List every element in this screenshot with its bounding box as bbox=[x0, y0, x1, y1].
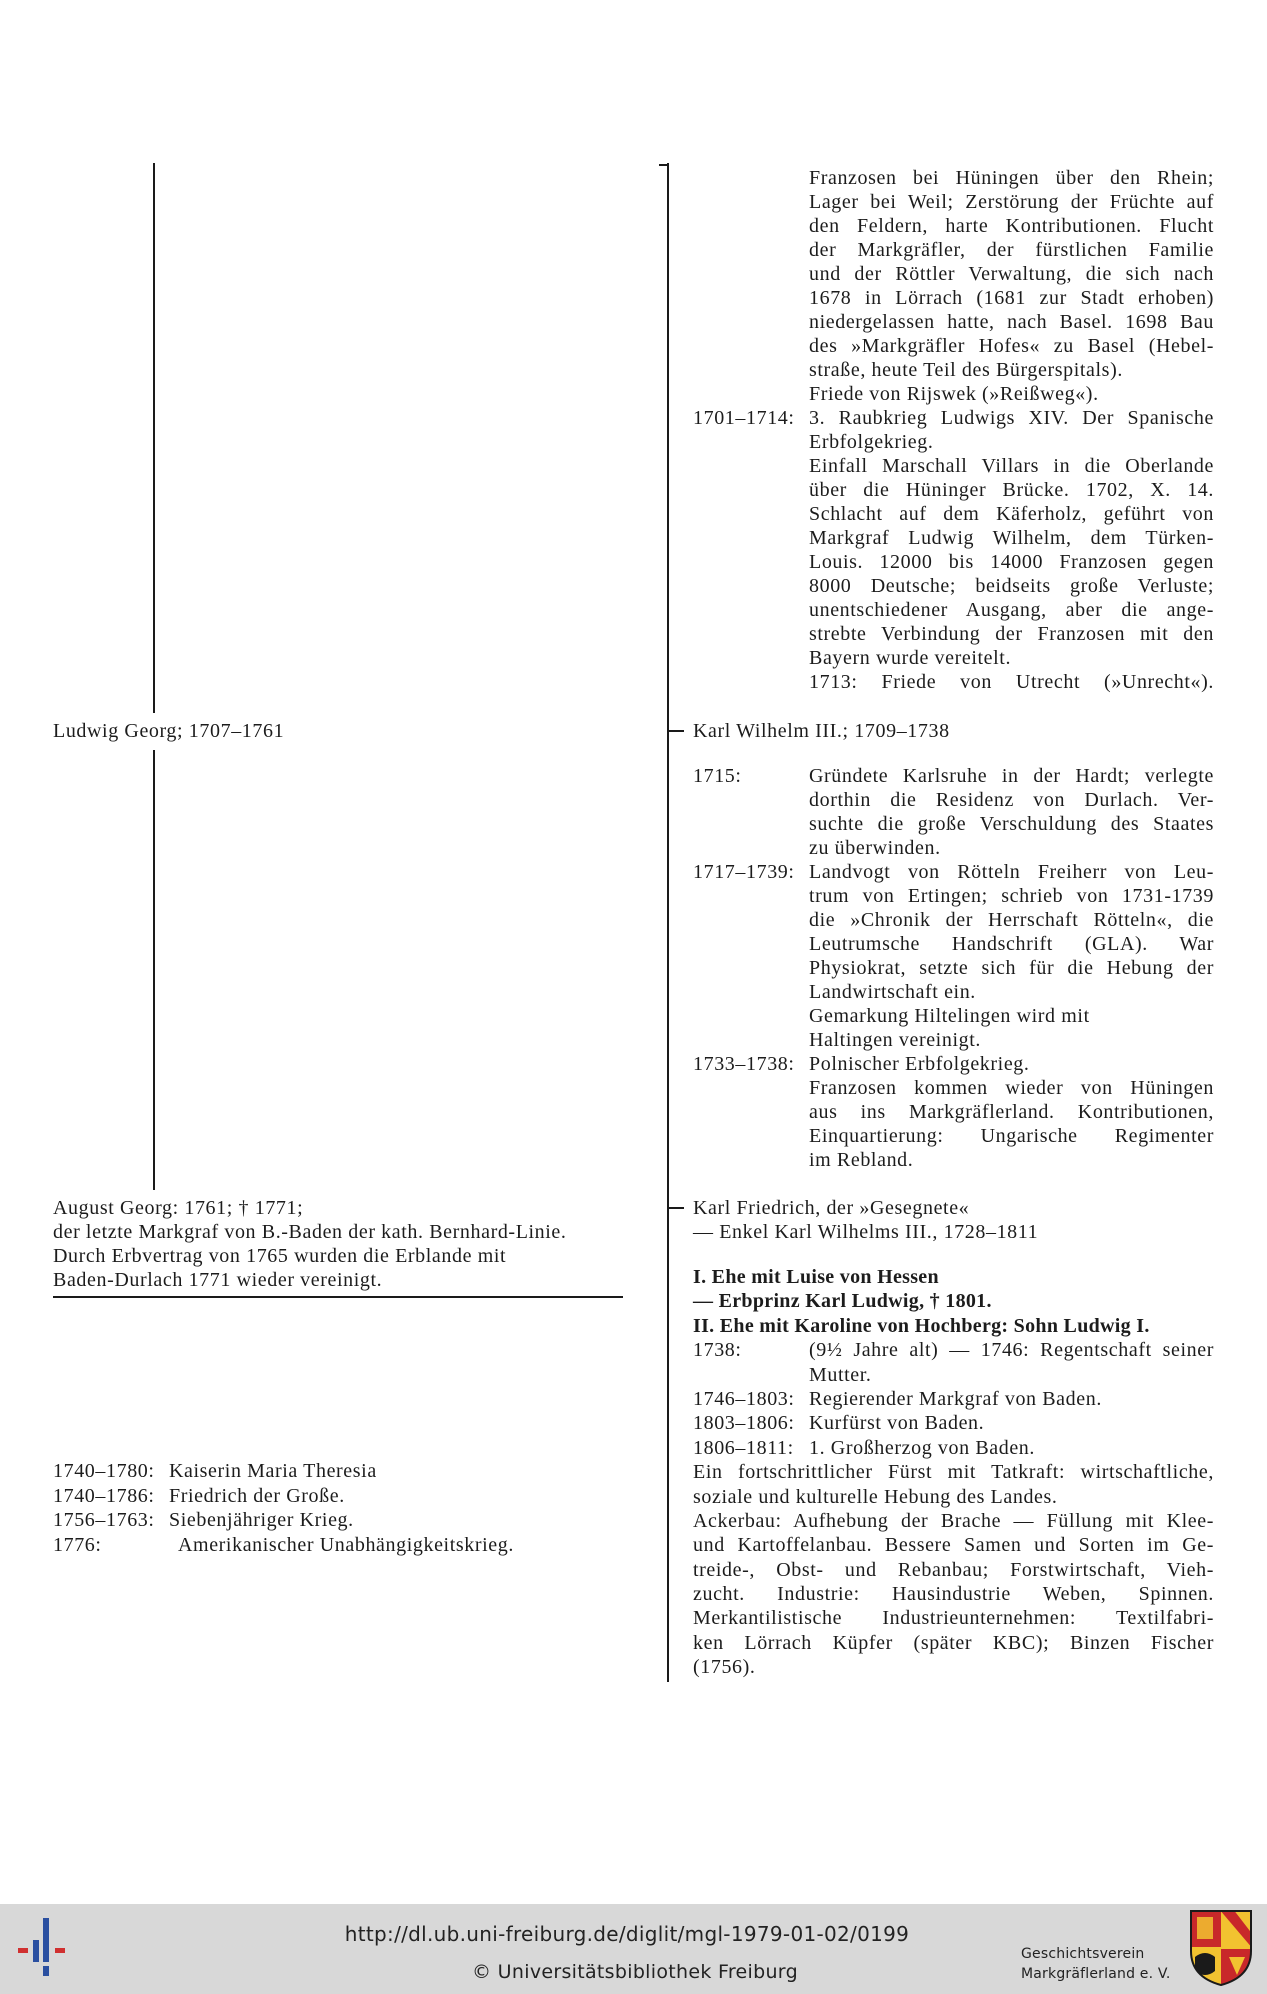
entry-row bbox=[693, 598, 1214, 622]
entry-row bbox=[693, 836, 1214, 860]
world-events-list bbox=[53, 1459, 598, 1557]
entry-row bbox=[693, 860, 1214, 884]
right-lineage-line bbox=[667, 163, 669, 1682]
date-label: 1733–1738: bbox=[693, 1053, 795, 1075]
entry-text-line: Schlacht auf dem Käferholz, geführt von bbox=[809, 503, 1214, 525]
marriage-line: II. Ehe mit Karoline von Hochberg: Sohn Ludwig I. bbox=[693, 1314, 1150, 1337]
entry-row bbox=[693, 334, 1214, 358]
entry-row bbox=[693, 1411, 1214, 1435]
entry-text-line: Kurfürst von Baden. bbox=[809, 1412, 985, 1435]
entry-text-line: im Rebland. bbox=[809, 1149, 914, 1171]
entry-row bbox=[693, 956, 1214, 980]
entry-text-line: aus ins Markgräflerland. Kontributionen, bbox=[809, 1101, 1214, 1123]
entry-text-line: den Feldern, harte Kontributionen. Flucht bbox=[809, 215, 1214, 237]
agriculture-line: zucht. Industrie: Hausindustrie Weben, Spinnen. bbox=[693, 1583, 1214, 1606]
lineage-tick-karl-wilhelm bbox=[668, 730, 684, 732]
entry-text-line: trum von Ertingen; schrieb von 1731-1739 bbox=[809, 885, 1214, 907]
ruler-name: Ludwig Georg; 1707–1761 bbox=[53, 720, 285, 742]
entry-text-line: strebte Verbindung der Franzosen mit den bbox=[809, 623, 1214, 645]
entry-row bbox=[693, 1028, 1214, 1052]
entry-row bbox=[693, 1052, 1214, 1076]
text-line: — Enkel Karl Wilhelms III., 1728–1811 bbox=[693, 1221, 1039, 1243]
entry-text-line: Lager bei Weil; Zerstörung der Früchte auf bbox=[809, 191, 1214, 213]
entry-row bbox=[693, 190, 1214, 214]
entry-row bbox=[693, 1076, 1214, 1100]
wars-block bbox=[693, 166, 1214, 694]
document-url: http://dl.ub.uni-freiburg.de/diglit/mgl-1979-01-02/0199 bbox=[344, 1922, 910, 1946]
agriculture-line: Merkantilistische Industrieunternehmen: Textilfabri- bbox=[693, 1607, 1214, 1630]
ruler-name: August Georg: 1761; † 1771; bbox=[53, 1197, 304, 1219]
august-georg-block bbox=[53, 1196, 567, 1292]
entry-row bbox=[693, 932, 1214, 956]
entry-row bbox=[693, 406, 1214, 430]
entry-row bbox=[693, 286, 1214, 310]
date-label: 1740–1780: bbox=[53, 1460, 155, 1482]
entry-text-line: dorthin die Residenz von Durlach. Ver- bbox=[809, 789, 1214, 811]
entry-row bbox=[693, 980, 1214, 1004]
entry-text-line: zu überwinden. bbox=[809, 837, 941, 859]
date-label: 1740–1786: bbox=[53, 1484, 155, 1507]
entry-text-line: des »Markgräfler Hofes« zu Basel (Hebel- bbox=[809, 335, 1214, 357]
entry-row bbox=[693, 478, 1214, 502]
entry-row bbox=[693, 262, 1214, 286]
karl-friedrich-block bbox=[693, 1265, 1214, 1680]
entry-text-line: suchte die große Verschuldung des Staates bbox=[809, 813, 1214, 835]
entry-text-line: Mutter. bbox=[809, 1363, 872, 1386]
copyright-text: © Universitätsbibliothek Freiburg bbox=[472, 1961, 798, 1983]
entry-row bbox=[693, 166, 1214, 190]
agriculture-line: und Kartoffelanbau. Bessere Samen und Sorten im Ge- bbox=[693, 1534, 1214, 1557]
marriage-line: I. Ehe mit Luise von Hessen bbox=[693, 1266, 939, 1288]
event-text: Amerikanischer Unabhängigkeitskrieg. bbox=[178, 1533, 514, 1556]
date-label: 1738: bbox=[693, 1339, 742, 1362]
entry-row bbox=[693, 1004, 1214, 1028]
date-label: 1701–1714: bbox=[693, 407, 795, 429]
entry-row bbox=[693, 1100, 1214, 1124]
event-text: Siebenjähriger Krieg. bbox=[169, 1509, 354, 1532]
entry-text-line: Regierender Markgraf von Baden. bbox=[809, 1387, 1102, 1410]
entry-row bbox=[693, 1338, 1214, 1362]
footer-bar bbox=[0, 1904, 1267, 1994]
entry-text-line: Einquartierung: Ungarische Regimenter bbox=[809, 1125, 1214, 1147]
entry-text-line: unentschiedener Ausgang, aber die ange- bbox=[809, 599, 1214, 621]
entry-row bbox=[693, 1436, 1214, 1460]
karl-friedrich-heading bbox=[693, 1196, 1038, 1244]
entry-text-line: Landwirtschaft ein. bbox=[809, 981, 976, 1003]
entry-row bbox=[693, 908, 1214, 932]
date-label: 1715: bbox=[693, 765, 742, 787]
entry-text-line: (9½ Jahre alt) — 1746: Regentschaft seiner bbox=[809, 1339, 1214, 1362]
entry-row bbox=[693, 1363, 1214, 1387]
karl-wilhelm-heading bbox=[693, 719, 950, 743]
entry-row bbox=[693, 430, 1214, 454]
coat-of-arms-icon bbox=[1189, 1909, 1253, 1987]
entry-row bbox=[693, 812, 1214, 836]
entry-row bbox=[693, 574, 1214, 598]
line-end-rule bbox=[53, 1296, 623, 1298]
ruler-name: Karl Friedrich, der »Gesegnete« bbox=[693, 1197, 970, 1219]
entry-text-line: die »Chronik der Herrschaft Rötteln«, die bbox=[809, 909, 1214, 931]
date-label: 1756–1763: bbox=[53, 1509, 155, 1532]
summary-line: Ein fortschrittlicher Fürst mit Tatkraft: wirtschaftliche, bbox=[693, 1461, 1214, 1484]
date-label: 1717–1739: bbox=[693, 861, 795, 883]
entry-row bbox=[693, 214, 1214, 238]
list-item bbox=[53, 1533, 598, 1558]
ruler-name: Karl Wilhelm III.; 1709–1738 bbox=[693, 720, 950, 742]
entry-text-line: straße, heute Teil des Bürgerspitals). bbox=[809, 359, 1123, 381]
entry-text-line: 1. Großherzog von Baden. bbox=[809, 1436, 1036, 1459]
entry-text-line: Friede von Rijswek (»Reißweg«). bbox=[809, 383, 1099, 405]
entry-text-line: der Markgräfler, der fürstlichen Familie bbox=[809, 239, 1214, 261]
marriage-line: — Erbprinz Karl Ludwig, † 1801. bbox=[693, 1290, 992, 1313]
entry-text-line: Leutrumsche Handschrift (GLA). War bbox=[809, 933, 1214, 955]
text-line: der letzte Markgraf von B.-Baden der kath. Bernhard-Linie. bbox=[53, 1221, 567, 1243]
entry-text-line: über die Hüninger Brücke. 1702, X. 14. bbox=[809, 479, 1214, 501]
entry-text-line: Erbfolgekrieg. bbox=[809, 431, 934, 453]
entry-text-line: 8000 Deutsche; beidseits große Verluste; bbox=[809, 575, 1214, 597]
entry-text-line: Markgraf Ludwig Wilhelm, dem Türken- bbox=[809, 527, 1214, 549]
agriculture-line: (1756). bbox=[693, 1656, 756, 1679]
entry-text-line: 1713: Friede von Utrecht (»Unrecht«). bbox=[809, 671, 1214, 693]
list-item bbox=[53, 1459, 598, 1484]
agriculture-line: Ackerbau: Aufhebung der Brache — Füllung mit Klee- bbox=[693, 1509, 1214, 1532]
date-label: 1806–1811: bbox=[693, 1436, 794, 1459]
entry-text-line: niedergelassen hatte, nach Basel. 1698 Bau bbox=[809, 311, 1214, 333]
entry-row bbox=[693, 670, 1214, 694]
text-line: Baden-Durlach 1771 wieder vereinigt. bbox=[53, 1269, 383, 1291]
entry-row bbox=[693, 238, 1214, 262]
entry-row bbox=[693, 502, 1214, 526]
society-name-line1: Geschichtsverein bbox=[1021, 1946, 1145, 1962]
date-label: 1746–1803: bbox=[693, 1387, 795, 1410]
agriculture-line: treide-, Obst- und Rebanbau; Forstwirtschaft, Vieh- bbox=[693, 1558, 1214, 1581]
entry-row bbox=[693, 1148, 1214, 1172]
summary-line: soziale und kulturelle Hebung des Landes. bbox=[693, 1485, 1058, 1508]
entry-row bbox=[693, 1387, 1214, 1411]
entry-row bbox=[693, 884, 1214, 908]
lineage-tick-karl-friedrich bbox=[668, 1207, 684, 1209]
entry-row bbox=[693, 310, 1214, 334]
entry-row bbox=[693, 454, 1214, 478]
ludwig-georg-heading bbox=[53, 719, 284, 743]
society-name-line2: Markgräflerland e. V. bbox=[1021, 1966, 1171, 1982]
date-label: 1803–1806: bbox=[693, 1412, 795, 1435]
entry-text-line: Franzosen kommen wieder von Hüningen bbox=[809, 1077, 1214, 1099]
entry-text-line: Louis. 12000 bis 14000 Franzosen gegen bbox=[809, 551, 1214, 573]
entry-row bbox=[693, 382, 1214, 406]
left-lineage-line-upper bbox=[153, 163, 155, 713]
event-text: Friedrich der Große. bbox=[169, 1484, 345, 1507]
event-text: Kaiserin Maria Theresia bbox=[169, 1460, 377, 1482]
entry-row bbox=[693, 550, 1214, 574]
entry-text-line: Bayern wurde vereitelt. bbox=[809, 647, 1012, 669]
date-label: 1776: bbox=[53, 1533, 102, 1556]
entry-row bbox=[693, 1124, 1214, 1148]
entry-row bbox=[693, 526, 1214, 550]
entry-row bbox=[693, 646, 1214, 670]
list-item bbox=[53, 1484, 598, 1509]
entry-text-line: Franzosen bei Hüningen über den Rhein; bbox=[809, 167, 1214, 189]
entry-text-line: 1678 in Lörrach (1681 zur Stadt erhoben) bbox=[809, 287, 1214, 309]
left-lineage-line-lower bbox=[153, 750, 155, 1190]
entry-text-line: und der Röttler Verwaltung, die sich nach bbox=[809, 263, 1214, 285]
entry-text-line: Landvogt von Rötteln Freiherr von Leu- bbox=[809, 861, 1214, 883]
entry-row bbox=[693, 622, 1214, 646]
entry-text-line: Einfall Marschall Villars in die Oberlande bbox=[809, 455, 1214, 477]
lineage-tick-top bbox=[659, 164, 668, 166]
entry-row bbox=[693, 358, 1214, 382]
entry-text-line: Gründete Karlsruhe in der Hardt; verlegte bbox=[809, 765, 1214, 787]
text-line: Durch Erbvertrag von 1765 wurden die Erblande mit bbox=[53, 1245, 507, 1267]
entry-row bbox=[693, 788, 1214, 812]
karl-wilhelm-block bbox=[693, 764, 1214, 1172]
entry-row bbox=[693, 764, 1214, 788]
agriculture-line: ken Lörrach Küpfer (später KBC); Binzen Fischer bbox=[693, 1631, 1214, 1654]
entry-text-line: 3. Raubkrieg Ludwigs XIV. Der Spanische bbox=[809, 407, 1214, 429]
list-item bbox=[53, 1508, 598, 1533]
entry-text-line: Gemarkung Hiltelingen wird mit bbox=[809, 1005, 1090, 1027]
entry-text-line: Polnischer Erbfolgekrieg. bbox=[809, 1053, 1030, 1075]
entry-text-line: Physiokrat, setzte sich für die Hebung der bbox=[809, 957, 1214, 979]
entry-text-line: Haltingen vereinigt. bbox=[809, 1029, 981, 1051]
